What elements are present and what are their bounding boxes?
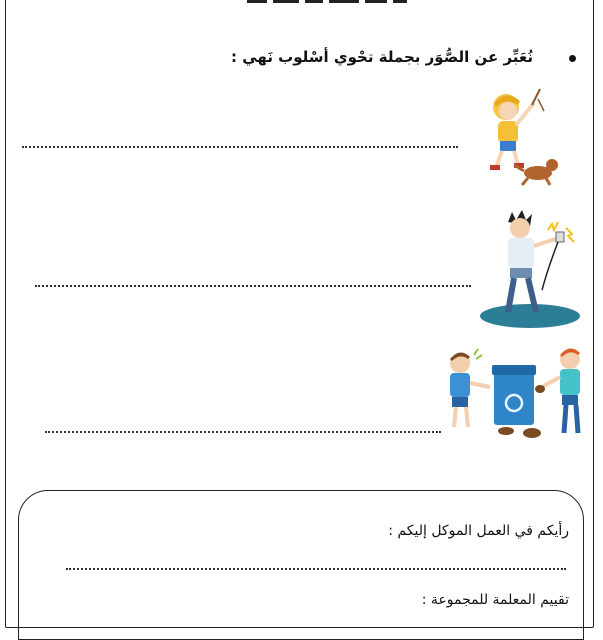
group-evaluation-box xyxy=(18,490,584,640)
answer-line-2[interactable] xyxy=(35,285,471,287)
answer-line-3[interactable] xyxy=(45,431,441,433)
answer-line-1[interactable] xyxy=(22,146,458,148)
boy-electric-shock-icon xyxy=(478,208,583,330)
teacher-evaluation-label: تقييم المعلمة للمجموعة : xyxy=(421,592,569,608)
bullet-point xyxy=(569,55,576,62)
boys-littering-recycle-bin-icon xyxy=(442,343,590,445)
cut-off-heading xyxy=(210,0,410,6)
girl-chasing-dog-icon xyxy=(478,85,563,195)
instruction-text: نُعَبِّر عن الصُّوَر بجملة تحْوي أسْلوب نَهي : xyxy=(231,48,533,66)
group-opinion-answer-line[interactable] xyxy=(66,568,566,570)
group-opinion-question: رأيكم في العمل الموكل إليكم : xyxy=(388,523,569,539)
